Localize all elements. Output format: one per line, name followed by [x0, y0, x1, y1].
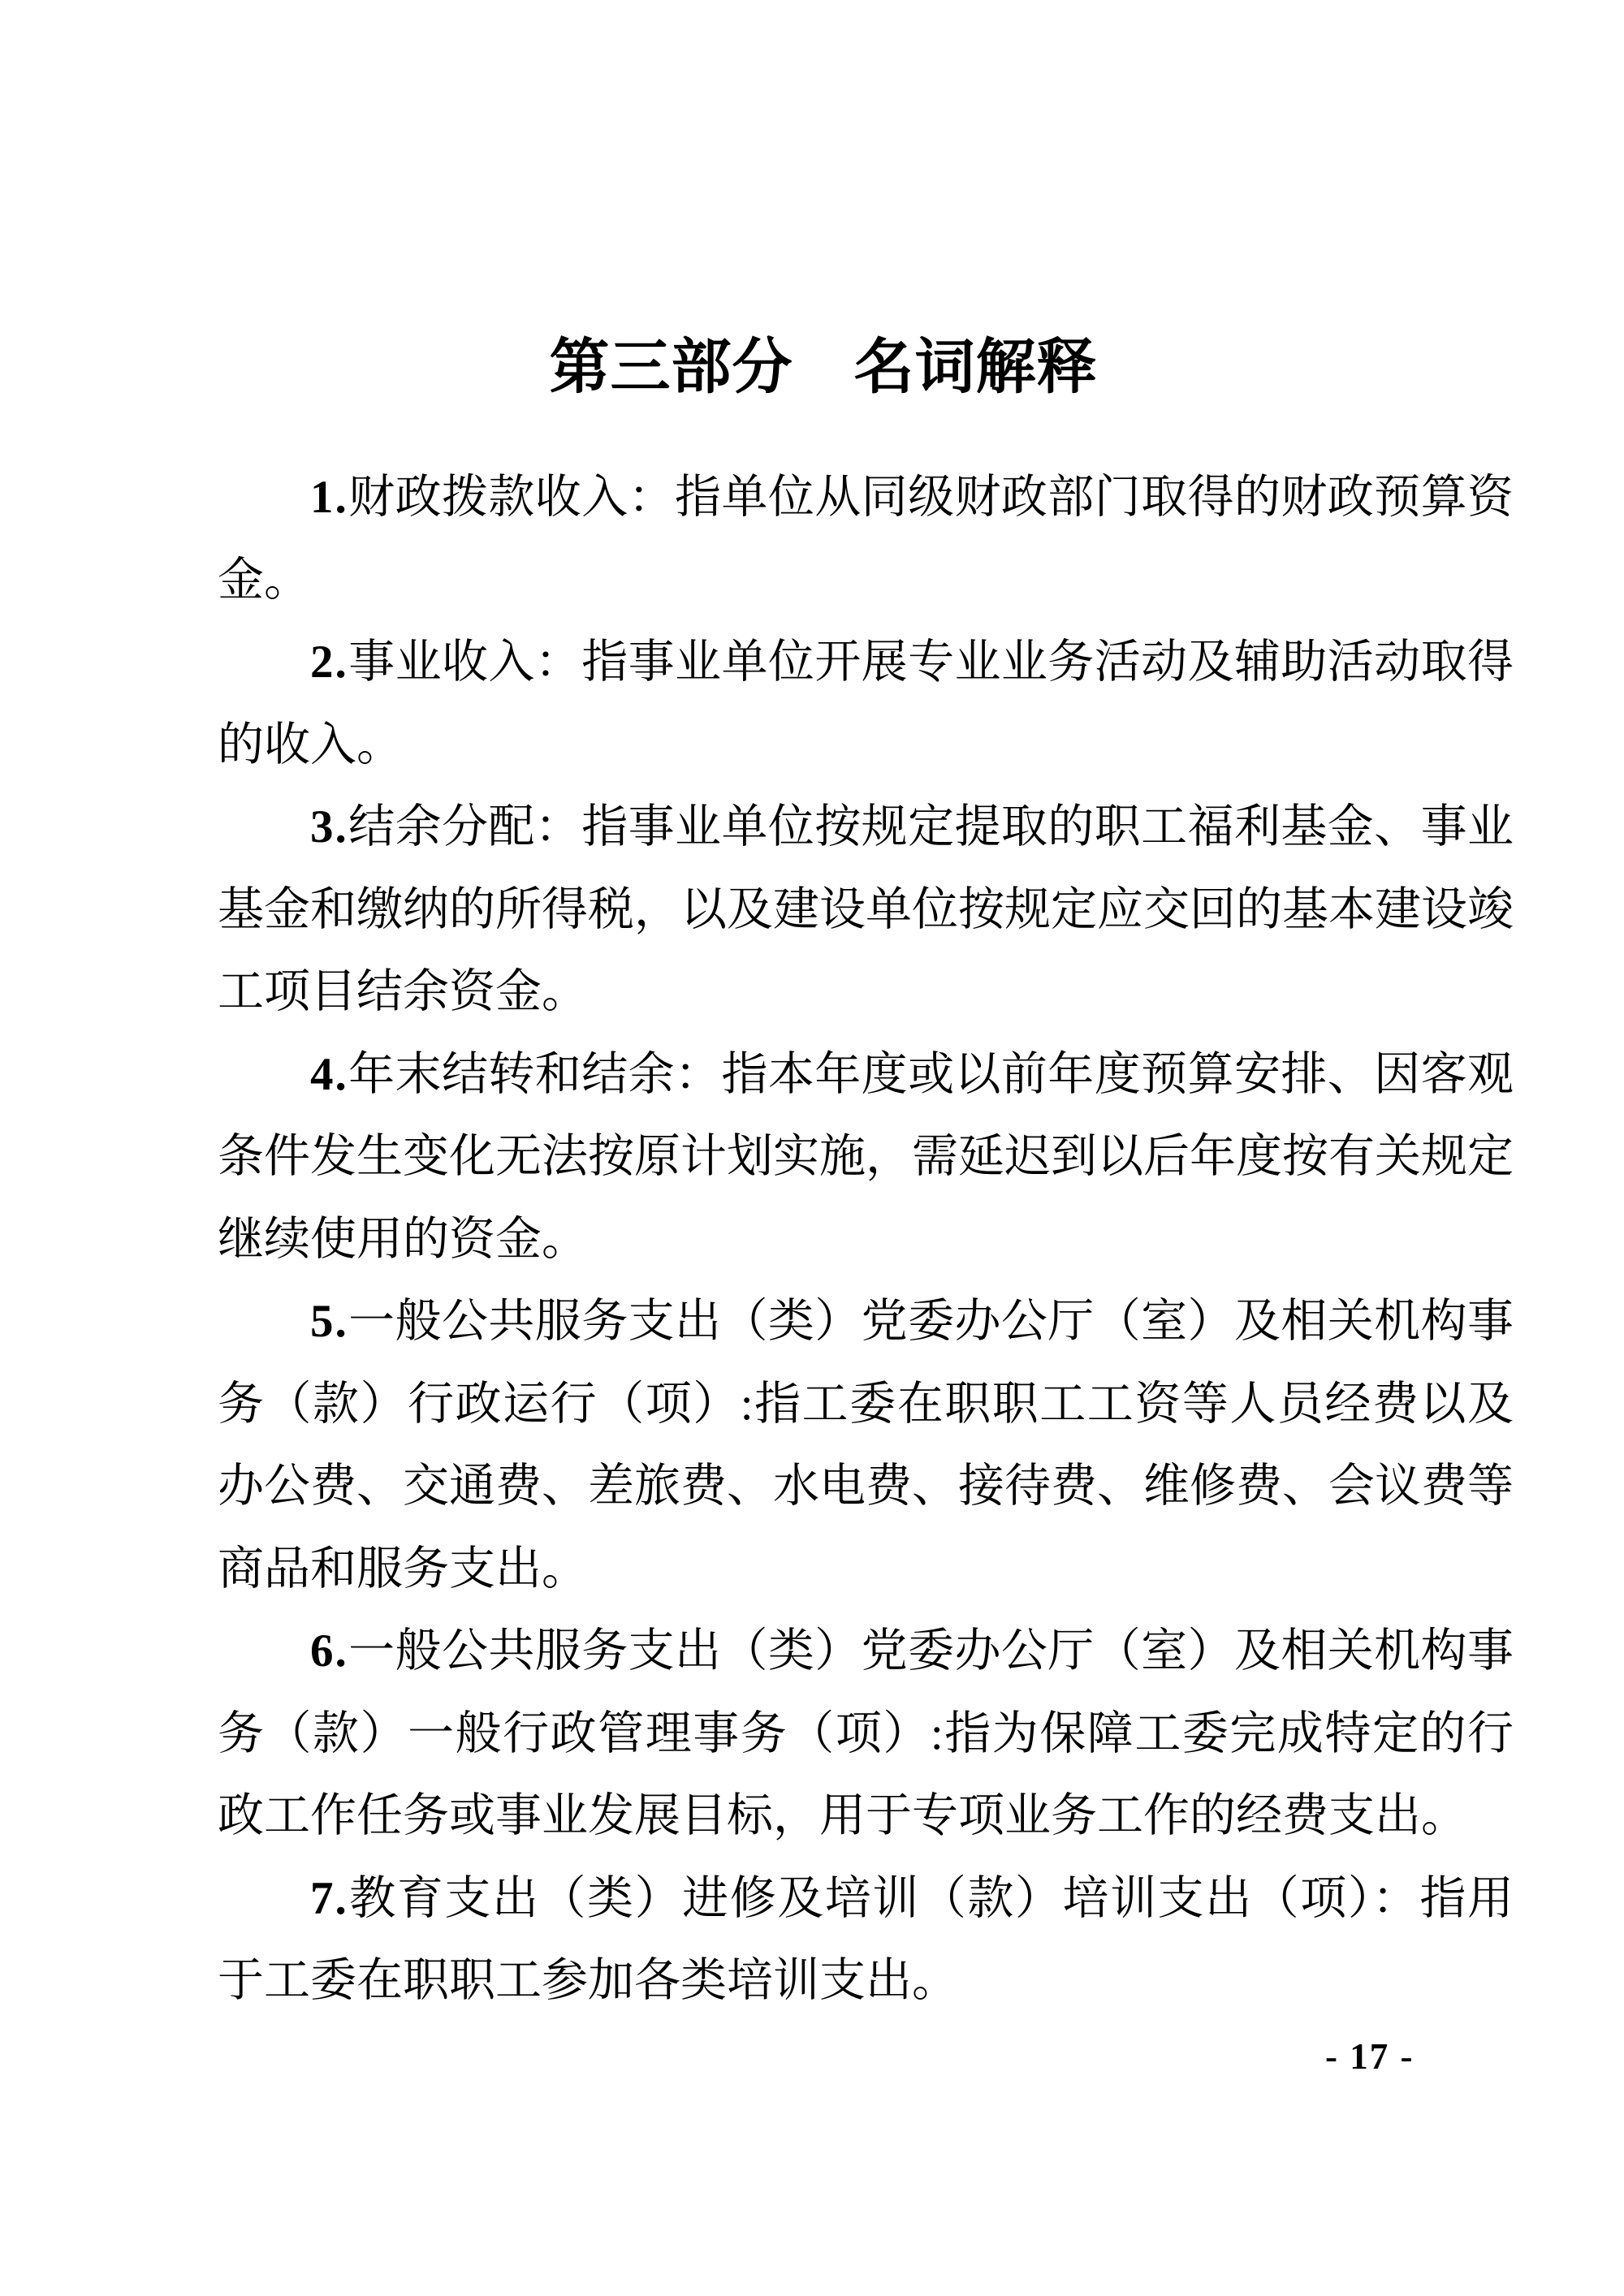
item-number: 7.: [310, 1872, 348, 1924]
item-text: 结余分配：指事业单位按规定提取的职工福利基金、事业基金和缴纳的所得税，以及建设单位按规定应交回的基本建设竣工项目结余资金。: [218, 801, 1514, 1017]
item-number: 5.: [310, 1296, 348, 1347]
definition-item: [218, 786, 1514, 1034]
item-number: 4.: [310, 1048, 348, 1100]
page-title: 第三部分 名词解释: [549, 332, 1098, 400]
definition-item: [218, 456, 1514, 621]
definition-item: [218, 1034, 1514, 1281]
definition-item: [218, 621, 1514, 786]
glossary-body: [218, 456, 1514, 2022]
item-text: 教育支出（类）进修及培训（款）培训支出（项）：指用于工委在职职工参加各类培训支出。: [218, 1872, 1514, 2006]
item-text: 年末结转和结余：指本年度或以前年度预算安排、因客观条件发生变化无法按原计划实施，需延迟到以后年度按有关规定继续使用的资金。: [218, 1048, 1514, 1265]
item-number: 1.: [310, 472, 348, 523]
item-text: 财政拨款收入：指单位从同级财政部门取得的财政预算资金。: [218, 472, 1514, 606]
item-number: 3.: [310, 801, 348, 852]
item-text: 事业收入：指事业单位开展专业业务活动及辅助活动取得的收入。: [218, 637, 1514, 770]
item-text: 一般公共服务支出（类）党委办公厅（室）及相关机构事务（款）行政运行（项）:指工委在职职工工资等人员经费以及办公费、交通费、差旅费、水电费、接待费、维修费、会议费等商品和服务支出。: [218, 1296, 1514, 1595]
item-number: 6.: [310, 1625, 348, 1677]
definition-item: [218, 1610, 1514, 1858]
page-number: - 17 -: [1325, 2036, 1415, 2077]
definition-item: [218, 1858, 1514, 2022]
item-text: 一般公共服务支出（类）党委办公厅（室）及相关机构事务（款）一般行政管理事务（项）:指为保障工委完成特定的行政工作任务或事业发展目标，用于专项业务工作的经费支出。: [218, 1625, 1514, 1841]
definition-item: [218, 1280, 1514, 1610]
item-number: 2.: [310, 637, 348, 688]
